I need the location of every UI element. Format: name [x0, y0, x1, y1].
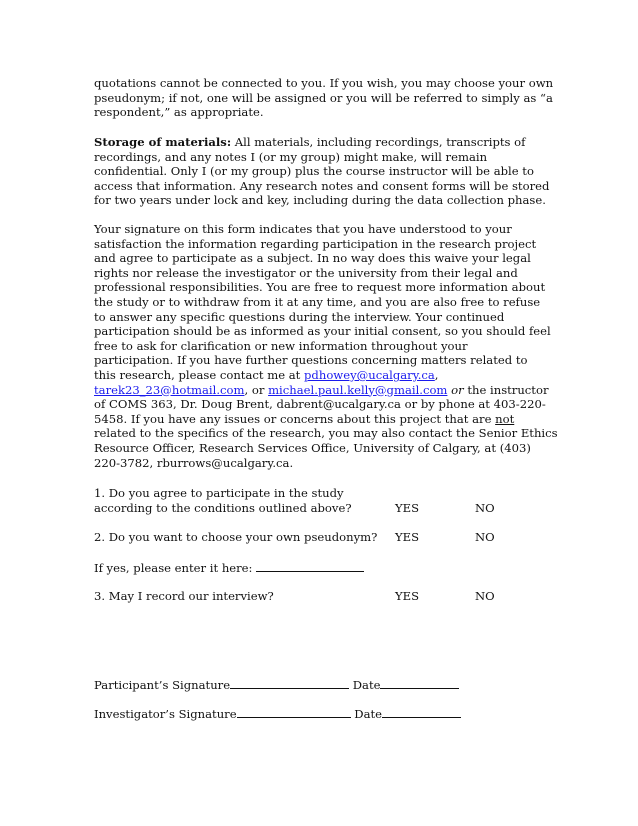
intro-line: respondent,” as appropriate. — [94, 105, 264, 120]
q3-yes-option[interactable]: YES — [395, 589, 420, 603]
signature-para-line: participation. If you have further questions concerning matters related to — [94, 353, 528, 368]
participant-signature — [94, 677, 459, 693]
question-1-row — [94, 501, 534, 516]
q3-no-option[interactable]: NO — [475, 589, 495, 603]
signature-para-line: Resource Officer, Research Services Office, University of Calgary, at (403) — [94, 440, 531, 455]
signature-para-line: of COMS 363, Dr. Doug Brent, dabrent@ucalgary.ca or by phone at 403-220- — [94, 397, 546, 412]
signature-para-line: related to the specifics of the research, you may also contact the Senior Ethics — [94, 426, 558, 441]
intro-paragraph — [94, 76, 554, 120]
email-link-pdhowey[interactable]: pdhowey@ucalgary.ca — [304, 367, 435, 382]
question-3-row — [94, 589, 534, 604]
issues-line — [94, 412, 514, 427]
question-1-text-2: according to the conditions outlined above? — [94, 501, 352, 515]
q2-no-option[interactable]: NO — [475, 530, 495, 544]
email-link-tarek[interactable]: tarek23_23@hotmail.com — [94, 382, 245, 397]
q1-yes-option[interactable]: YES — [395, 501, 420, 515]
signature-para-line: Your signature on this form indicates that you have understood to your — [94, 222, 512, 236]
participant-signature-field[interactable] — [230, 677, 349, 689]
pseudonym-row — [94, 560, 534, 575]
contact-prefix: this research, please contact me at — [94, 367, 305, 382]
signature-para-line: participation should be as informed as your initial consent, so you should feel — [94, 324, 551, 339]
participant-date-field[interactable] — [380, 677, 459, 689]
or-italic: or — [451, 382, 464, 397]
signature-para-line: 220-3782, rburrows@ucalgary.ca. — [94, 455, 294, 470]
signature-para-line: to answer any specific questions during the interview. Your continued — [94, 309, 505, 324]
signature-para-line: rights nor release the investigator or the university from their legal and — [94, 265, 518, 280]
storage-line: access that information. Any research notes and consent forms will be stored — [94, 178, 550, 193]
participant-signature-label: Participant’s Signature — [94, 678, 231, 692]
question-1-text: 1. Do you agree to participate in the study — [94, 486, 344, 500]
intro-line: pseudonym; if not, one will be assigned or you will be referred to simply as “a — [94, 90, 553, 105]
participant-signature-row — [94, 677, 534, 692]
contact-line-2 — [94, 382, 549, 398]
signature-para-line: and agree to participate as a subject. In no way does this waive your legal — [94, 251, 531, 266]
question-3-text: 3. May I record our interview? — [94, 589, 274, 603]
investigator-signature — [94, 706, 461, 722]
issues-prefix: 5458. If you have any issues or concerns about this project that are — [94, 411, 496, 426]
signature-para-line: professional responsibilities. You are free to request more information about — [94, 280, 546, 295]
question-1-line-1 — [94, 486, 534, 501]
q1-no-option[interactable]: NO — [475, 501, 495, 515]
question-2-text: 2. Do you want to choose your own pseudonym? — [94, 530, 378, 544]
storage-heading: Storage of materials: — [94, 135, 232, 149]
q2-yes-option[interactable]: YES — [395, 530, 420, 544]
contact-line — [94, 368, 514, 383]
or-text: , or — [244, 382, 269, 397]
signature-para-line: satisfaction the information regarding participation in the research project — [94, 236, 537, 251]
email-separator: , — [434, 367, 439, 382]
signature-explanation-paragraph — [94, 222, 558, 470]
email-link-michael[interactable]: michael.paul.kelly@gmail.com — [268, 382, 448, 397]
question-2-row — [94, 530, 534, 545]
not-underlined: not — [495, 411, 515, 426]
storage-line: recordings, and any notes I (or my group) might make, will remain — [94, 149, 488, 164]
storage-line: for two years under lock and key, including during the data collection phase. — [94, 193, 546, 208]
signature-para-line: the study or to withdraw from it at any time, and you are also free to refuse — [94, 294, 541, 309]
investigator-date-label: Date — [354, 707, 383, 721]
investigator-signature-row — [94, 706, 534, 721]
storage-first-line-text: All materials, including recordings, transcripts of — [231, 135, 526, 149]
participant-date-label: Date — [352, 678, 381, 692]
pseudonym-prompt — [94, 560, 364, 576]
storage-first-line — [94, 135, 526, 150]
investigator-date-field[interactable] — [382, 706, 461, 718]
pseudonym-blank-field[interactable] — [256, 560, 364, 572]
investigator-signature-field[interactable] — [237, 706, 351, 718]
storage-line: confidential. Only I (or my group) plus the course instructor will be able to — [94, 164, 534, 179]
instructor-text: the instructor — [463, 382, 549, 397]
storage-paragraph — [94, 135, 550, 208]
investigator-signature-label: Investigator’s Signature — [94, 707, 237, 721]
intro-line: quotations cannot be connected to you. If you wish, you may choose your own — [94, 76, 554, 90]
signature-para-line: free to ask for clarification or new information throughout your — [94, 338, 468, 353]
pseudonym-label: If yes, please enter it here: — [94, 561, 253, 575]
